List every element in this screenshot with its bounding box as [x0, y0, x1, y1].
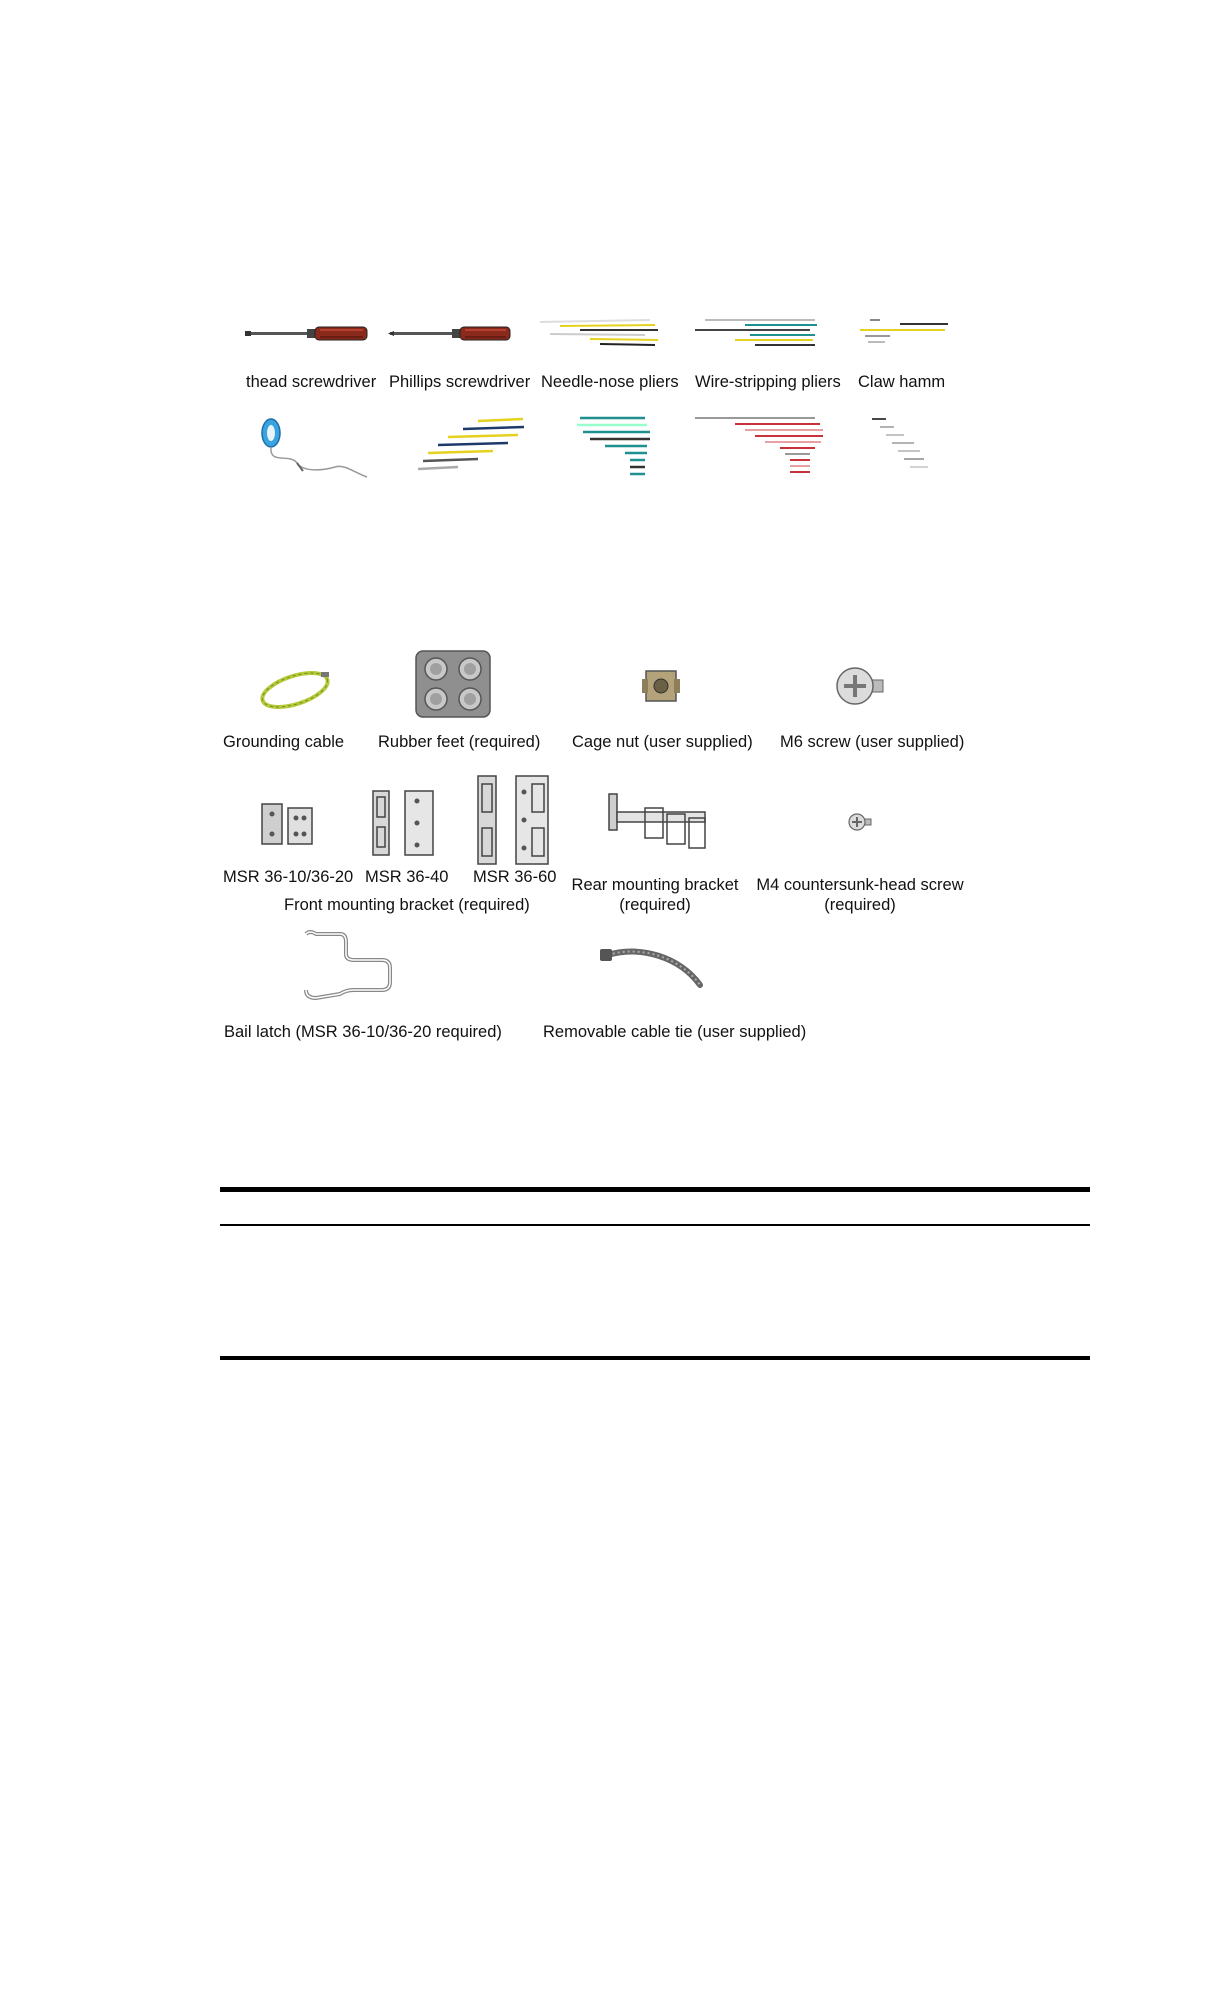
- table-header-rule: [220, 1224, 1090, 1226]
- tool-label-needle-nose: Needle-nose pliers: [541, 373, 679, 391]
- label-rubber-feet: Rubber feet (required): [378, 733, 541, 751]
- label-m6-screw: M6 screw (user supplied): [780, 733, 965, 751]
- diagonal-pliers-icon: [418, 415, 528, 480]
- claw-hammer-icon: [860, 312, 950, 352]
- label-grounding-cable: Grounding cable: [223, 733, 345, 751]
- bail-latch-icon: [300, 928, 395, 1003]
- crimping-tool-icon: [575, 412, 660, 482]
- grounding-cable-icon: [255, 668, 335, 713]
- label-front-mounting-bracket: Front mounting bracket (required): [284, 896, 530, 914]
- label-m4-screw-line1: M4 countersunk-head screw: [756, 876, 964, 894]
- m6-screw-icon: [835, 665, 885, 707]
- label-rear-bracket-line1: Rear mounting bracket: [571, 876, 739, 894]
- tool-label-phillips: Phillips screwdriver: [389, 373, 531, 391]
- tool-label-claw-hammer: Claw hamm: [858, 373, 946, 391]
- tool-label-wire-stripping: Wire-stripping pliers: [695, 373, 841, 391]
- label-rear-mounting-bracket: [555, 875, 755, 915]
- label-removable-cable-tie: Removable cable tie (user supplied): [543, 1023, 807, 1041]
- table-top-rule: [220, 1187, 1090, 1192]
- tool-label-flathead: thead screwdriver: [246, 373, 377, 391]
- cage-nut-icon: [640, 665, 682, 707]
- marker-pen-icon: [872, 415, 932, 475]
- phillips-screwdriver-icon: [388, 322, 513, 346]
- table-bottom-rule: [220, 1356, 1090, 1360]
- label-cage-nut: Cage nut (user supplied): [572, 733, 753, 751]
- removable-cable-tie-icon: [600, 945, 715, 995]
- wire-stripping-pliers-icon: [695, 312, 820, 352]
- msr-3640-bracket-icon: [367, 787, 439, 859]
- esd-wrist-strap-icon: [255, 415, 370, 480]
- rear-mounting-bracket-icon: [605, 790, 710, 850]
- msr-3610-bracket-icon: [258, 800, 318, 848]
- label-m4-screw-line2: (required): [824, 896, 896, 914]
- label-rear-bracket-line2: (required): [619, 896, 691, 914]
- m4-screw-icon: [848, 812, 872, 832]
- msr-3660-bracket-icon: [472, 772, 554, 868]
- label-msr-3610: MSR 36-10/36-20: [223, 868, 354, 886]
- rubber-feet-icon: [415, 650, 491, 718]
- label-bail-latch: Bail latch (MSR 36-10/36-20 required): [224, 1023, 502, 1041]
- needle-nose-pliers-icon: [540, 312, 660, 352]
- label-msr-3640: MSR 36-40: [365, 868, 449, 886]
- power-drill-icon: [695, 412, 825, 482]
- label-m4-screw: [755, 875, 965, 915]
- label-msr-3660: MSR 36-60: [473, 868, 557, 886]
- flathead-screwdriver-icon: [245, 322, 370, 346]
